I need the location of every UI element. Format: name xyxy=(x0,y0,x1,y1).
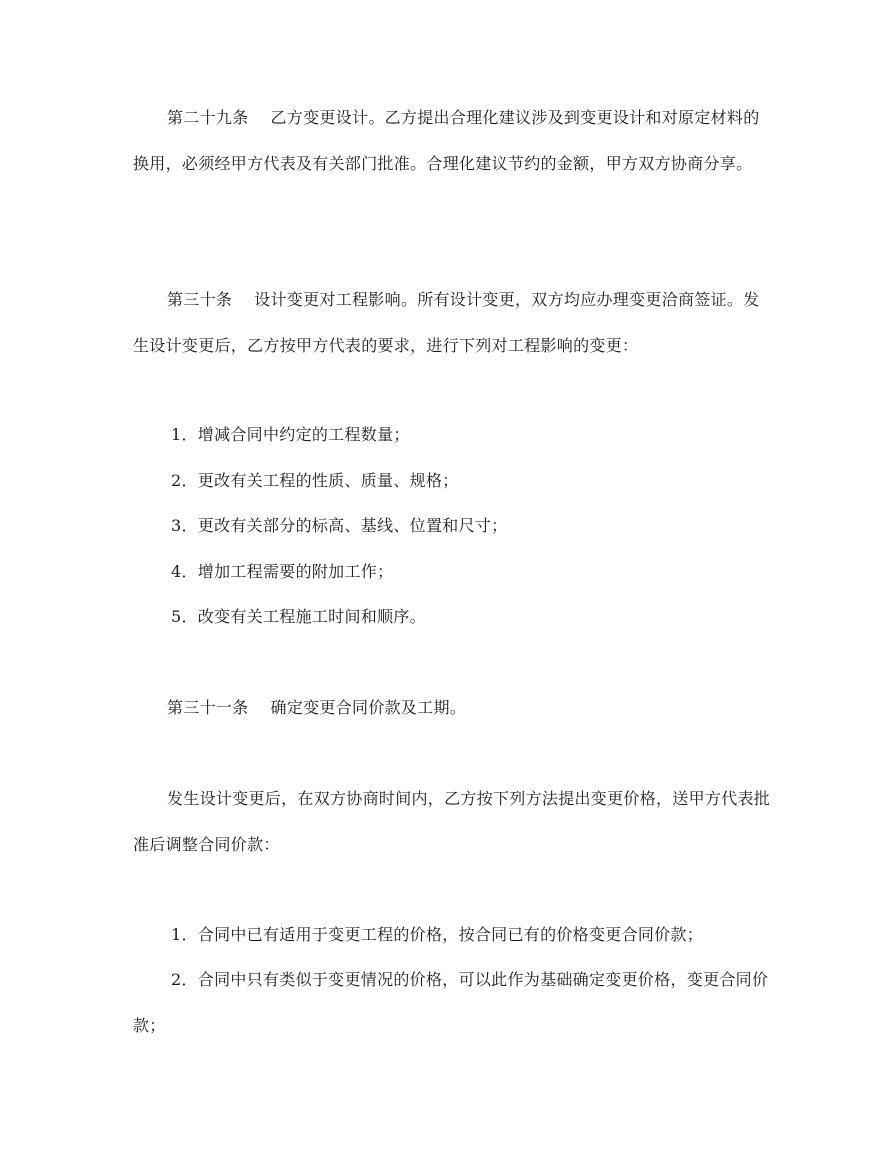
item-text: 改变有关工程施工时间和顺序。 xyxy=(197,607,426,626)
item-number: 1． xyxy=(171,425,198,444)
article-31 xyxy=(133,685,773,731)
article-30 xyxy=(133,277,773,369)
article-30-item-2 xyxy=(133,458,773,504)
item-text: 增加工程需要的附加工作； xyxy=(197,562,394,581)
article-30-item-1 xyxy=(133,412,773,458)
item-text: 更改有关部分的标高、基线、位置和尺寸； xyxy=(197,516,508,535)
article-29-text: 乙方变更设计。乙方提出合理化建议涉及到变更设计和对原定材料的换用，必须经甲方代表及有关部门批准。合理化建议节约的金额，甲方双方协商分享。 xyxy=(133,108,760,173)
item-number: 2． xyxy=(171,471,198,490)
article-31-text: 确定变更合同价款及工期。 xyxy=(270,698,467,717)
article-29 xyxy=(133,95,773,187)
article-31-intro: 发生设计变更后，在双方协商时间内，乙方按下列方法提出变更价格，送甲方代表批准后调整合同价款： xyxy=(133,789,771,854)
item-text: 更改有关工程的性质、质量、规格； xyxy=(197,471,459,490)
article-31-heading: 第三十一条 xyxy=(167,698,249,717)
article-30-item-5 xyxy=(133,594,773,640)
article-30-item-3 xyxy=(133,503,773,549)
item-number: 3． xyxy=(171,516,198,535)
article-30-item-4 xyxy=(133,549,773,595)
article-31-item-1 xyxy=(133,912,773,958)
item-text: 增减合同中约定的工程数量； xyxy=(197,425,410,444)
item-text: 合同中已有适用于变更工程的价格，按合同已有的价格变更合同价款； xyxy=(197,925,704,944)
item-number: 5． xyxy=(171,607,198,626)
article-30-text: 设计变更对工程影响。所有设计变更，双方均应办理变更洽商签证。发生设计变更后，乙方按甲方代表的要求，进行下列对工程影响的变更： xyxy=(133,290,760,355)
item-number: 2． xyxy=(171,970,198,989)
article-31-item-2 xyxy=(133,957,773,1049)
item-number: 1． xyxy=(171,925,198,944)
item-number: 4． xyxy=(171,562,198,581)
item-text: 合同中只有类似于变更情况的价格，可以此作为基础确定变更价格，变更合同价款； xyxy=(133,970,769,1035)
article-29-heading: 第二十九条 xyxy=(167,108,249,127)
article-30-heading: 第三十条 xyxy=(167,290,233,309)
